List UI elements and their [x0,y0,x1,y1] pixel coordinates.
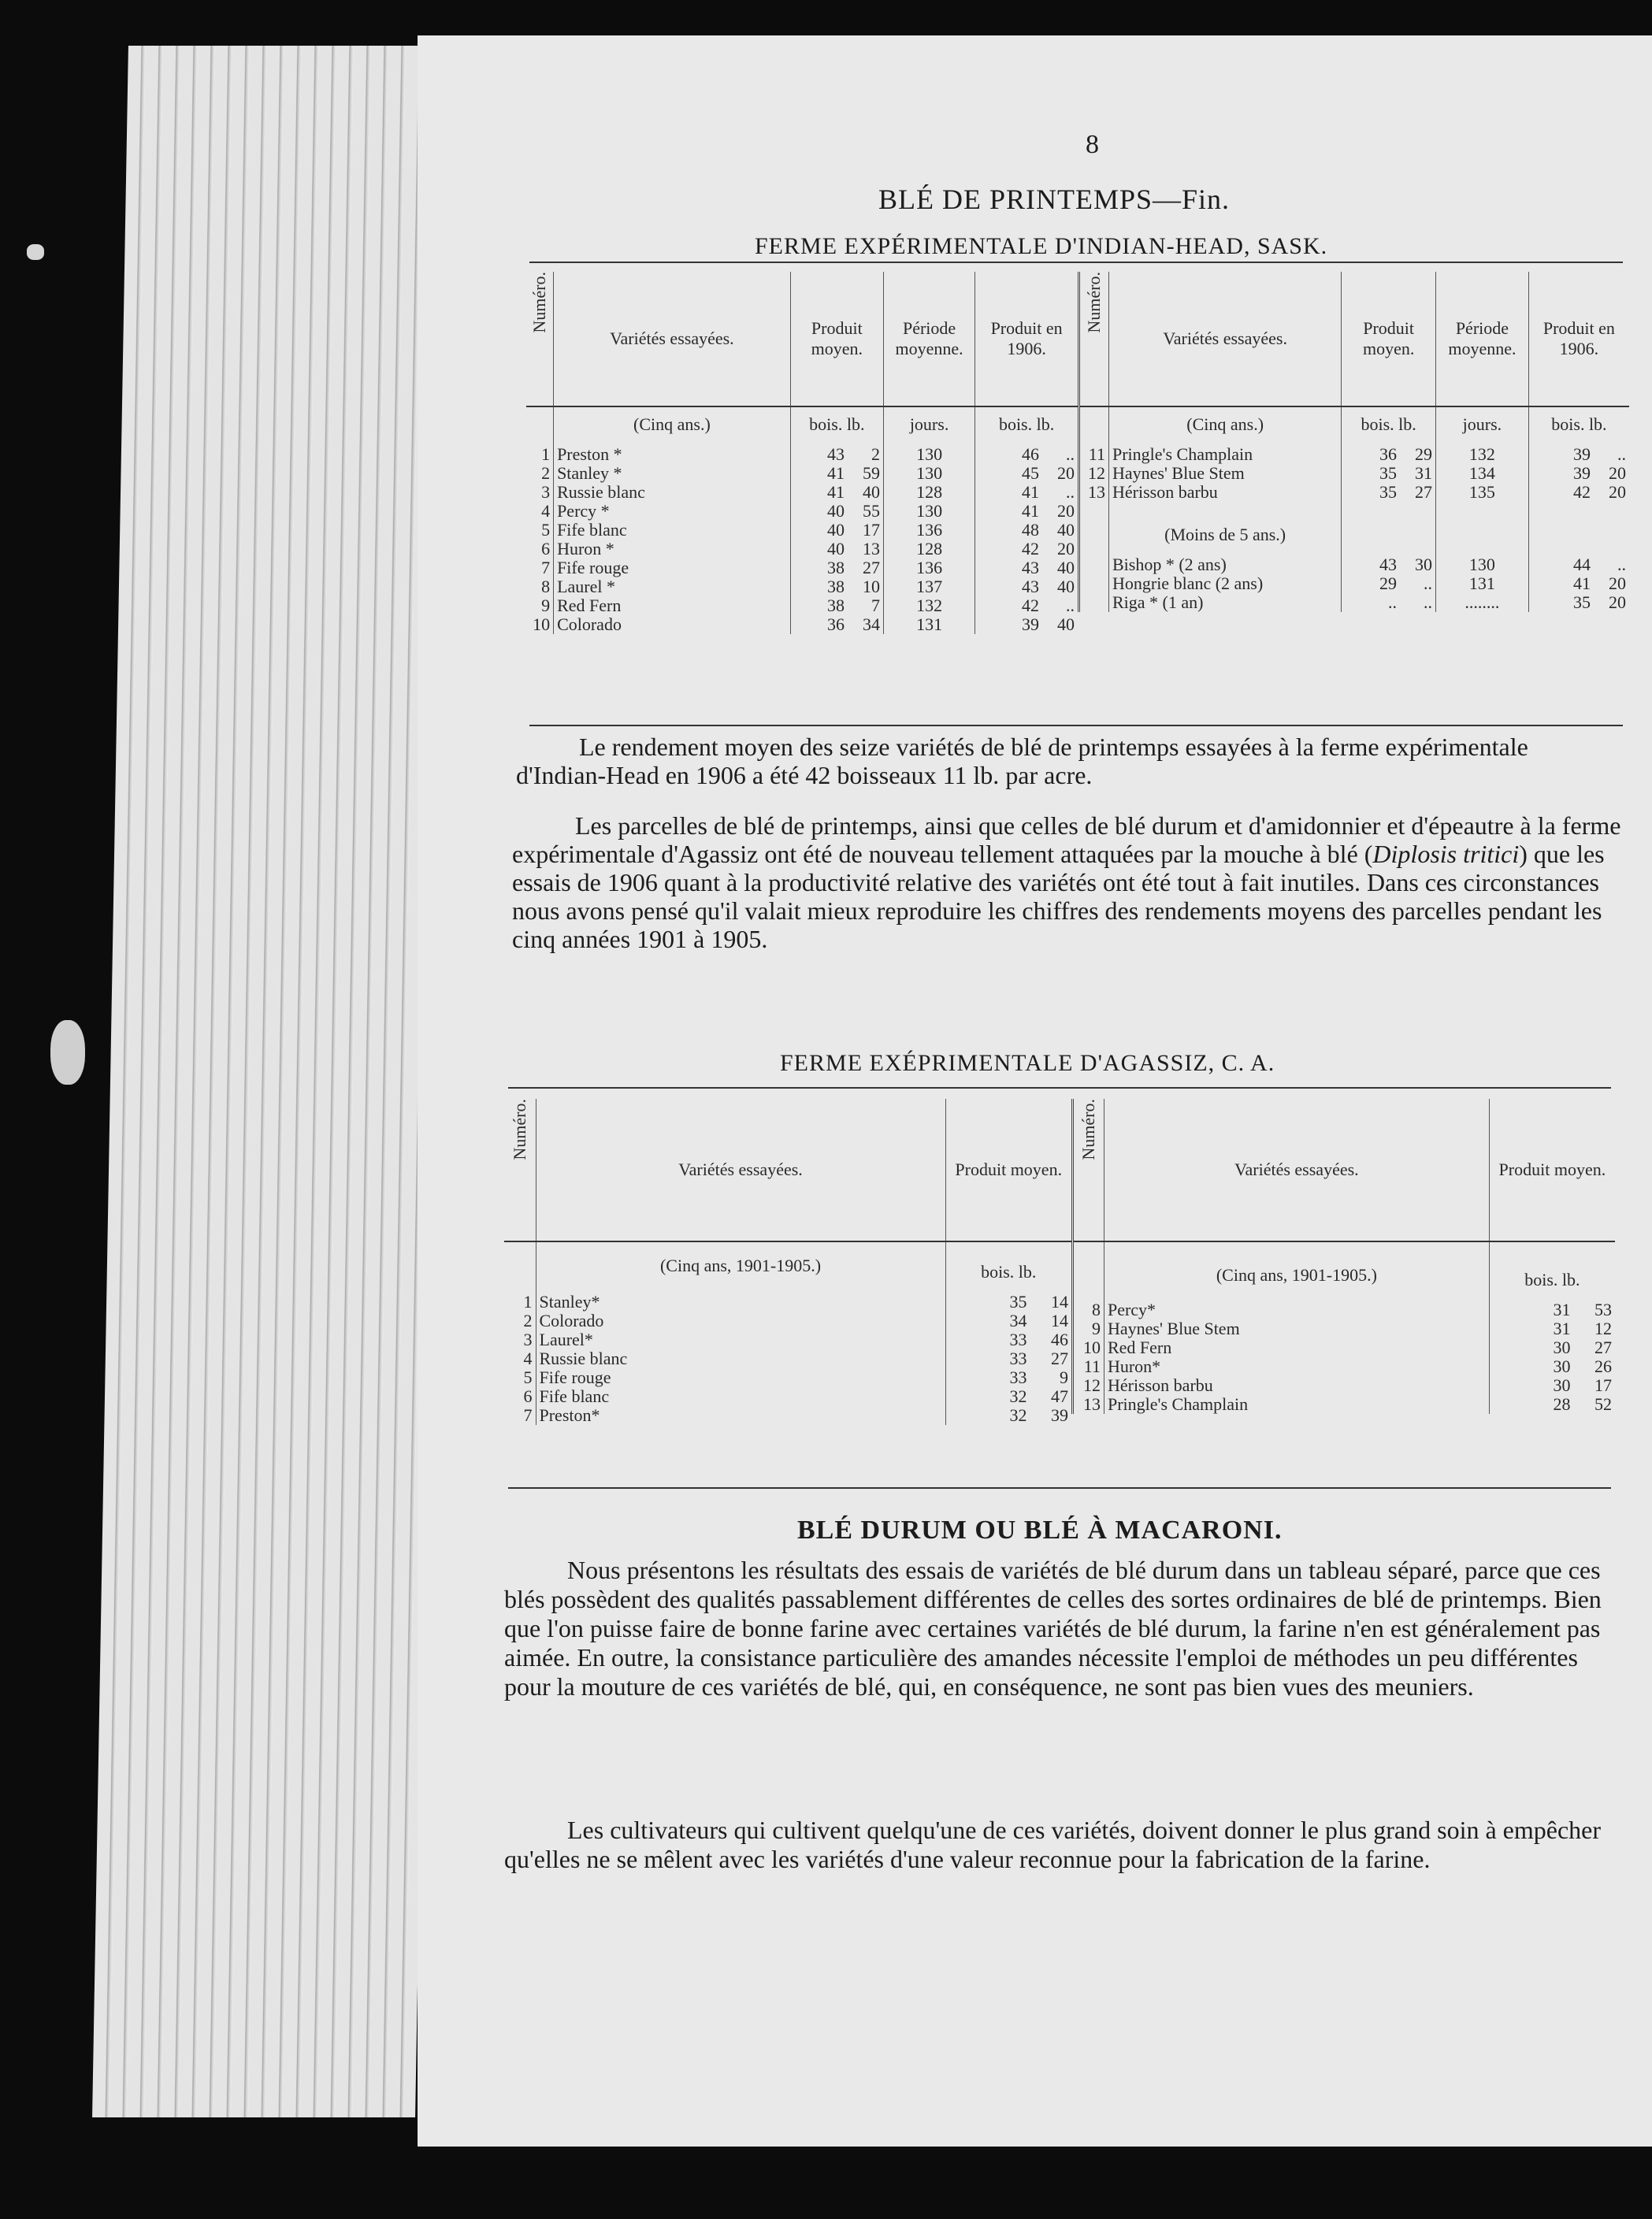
pounds: .. [1424,592,1432,612]
table-row [1079,464,1630,483]
pounds: 40 [1057,558,1075,577]
variety-name: Riga * (1 an) [1108,593,1341,612]
paragraph-durum-advice: Les cultivateurs qui cultivent quelqu'une de ces variétés, doivent donner le plus grand soin à empêcher qu'elles ne se mêlent avec les variétés d'une valeur reconnue pour la fabrication de la farine. [504,1816,1602,1873]
section-heading-indian-head: FERME EXPÉRIMENTALE D'INDIAN-HEAD, SASK. [755,233,1328,259]
agassiz-table-left [504,1099,1071,1425]
produit-1906 [1528,483,1629,502]
periode-jours: 134 [1436,464,1529,483]
produit-moyen [1342,445,1436,464]
bushels: 36 [1379,444,1397,464]
bushels: 28 [1553,1394,1571,1414]
produit-moyen [1489,1395,1615,1414]
row-number: 7 [504,1406,536,1425]
row-number: 2 [504,1312,536,1330]
bushels: 39 [1022,614,1039,634]
pounds: 20 [1057,501,1075,521]
table-row [1079,593,1630,612]
bushels: 46 [1022,444,1039,464]
row-number: 11 [1073,1357,1104,1376]
col-header-periode: Période moyenne. [1436,272,1529,406]
pounds: 34 [862,614,880,634]
table-row [1073,1376,1616,1395]
col-header-produit-moyen: Produit moyen. [1342,272,1436,406]
table-row [526,521,1078,540]
periode-jours: 131 [1436,574,1529,593]
pounds: .. [1617,555,1626,574]
variety-name: Percy* [1104,1301,1489,1319]
bushels: 40 [826,501,845,521]
unit-label: bois. lb. [1342,406,1436,445]
pounds: 7 [871,596,880,615]
produit-1906 [975,502,1078,521]
pounds: 40 [862,482,880,502]
variety-name: Fife blanc [536,1387,945,1406]
page-number: 8 [1086,130,1099,159]
row-number: 12 [1073,1376,1104,1395]
pounds: .. [1066,444,1075,464]
bushels: 43 [1022,558,1039,577]
row-number: 5 [504,1368,536,1387]
variety-name: Huron* [1104,1357,1489,1376]
row-number: 8 [1073,1301,1104,1319]
bushels: 36 [826,614,845,634]
table-row [526,577,1078,596]
variety-name: Fife rouge [536,1368,945,1387]
periode-jours: 137 [883,577,974,596]
variety-name: Stanley * [554,464,791,483]
pounds: 40 [1057,520,1075,540]
produit-1906 [975,577,1078,596]
col-header-periode: Période moyenne. [883,272,974,406]
bushels: 35 [1009,1292,1027,1312]
table-row [1079,574,1630,593]
italic-species-name: Diplosis tritici [1372,840,1520,868]
row-number: 4 [526,502,554,521]
table-row [526,615,1078,634]
produit-1906 [975,483,1078,502]
table-row [504,1406,1071,1425]
pounds: .. [1424,573,1432,593]
variety-name: Laurel * [554,577,791,596]
periode-jours: 132 [1436,445,1529,464]
produit-moyen [790,445,883,464]
produit-moyen [945,1406,1071,1425]
paragraph-text: ) que les essais de 1906 quant à la productivité relative des variétés ont été tout à fait inutiles. Dans ces circonstances nous avons pensé qu'il valait mieux reproduire les chiffres des rendements moyens des parcelles pendant les cinq années 1901 à 1905. [512,840,1605,953]
bushels: 34 [1009,1311,1027,1330]
table-row [1073,1338,1616,1357]
bushels: 39 [1573,463,1591,483]
row-number: 6 [526,540,554,558]
produit-1906 [1528,574,1629,593]
bushels: 41 [826,482,845,502]
periode-jours: 130 [883,445,974,464]
pounds: 2 [871,444,880,464]
row-number: 3 [526,483,554,502]
col-header-produit-moyen: Produit moyen. [1489,1099,1615,1241]
table-top-rule [529,262,1623,263]
pounds: 13 [862,539,880,558]
produit-moyen [1342,483,1436,502]
produit-1906 [975,464,1078,483]
variety-name: Percy * [554,502,791,521]
table-row [1073,1395,1616,1414]
table-row [1073,1319,1616,1338]
table-row [504,1387,1071,1406]
pounds: 27 [1051,1349,1068,1368]
row-number: 10 [526,615,554,634]
variety-name: Fife rouge [554,558,791,577]
produit-moyen [945,1368,1071,1387]
variety-name: Red Fern [554,596,791,615]
variety-name: Hérisson barbu [1108,483,1341,502]
pounds: 39 [1051,1405,1068,1425]
bushels: 48 [1022,520,1039,540]
section-heading-durum: BLÉ DURUM OU BLÉ À MACARONI. [797,1516,1283,1545]
paragraph-agassiz-note [512,811,1624,953]
pounds: 20 [1609,592,1626,612]
row-number: 8 [526,577,554,596]
bushels: 41 [826,463,845,483]
page-title: BLÉ DE PRINTEMPS—Fin. [878,184,1231,215]
table-row [526,483,1078,502]
bushels: 39 [1573,444,1591,464]
bushels: 42 [1022,539,1039,558]
unit-label: bois. lb. [981,1262,1037,1282]
bushels: 30 [1553,1375,1571,1395]
col-header-varietes: Variétés essayées. [1108,272,1341,406]
pounds: 20 [1057,539,1075,558]
bushels: 42 [1573,482,1591,502]
variety-name: Colorado [536,1312,945,1330]
row-number: 1 [526,445,554,464]
produit-moyen [945,1293,1071,1312]
bushels: 43 [1022,577,1039,596]
periode-jours: 132 [883,596,974,615]
agassiz-table-right [1071,1099,1615,1414]
bushels: 31 [1553,1319,1571,1338]
row-number: 6 [504,1387,536,1406]
periode-jours: 136 [883,521,974,540]
variety-name: Red Fern [1104,1338,1489,1357]
produit-moyen [790,483,883,502]
bushels: 32 [1009,1386,1027,1406]
bushels: 40 [826,539,845,558]
variety-name: Pringle's Champlain [1108,445,1341,464]
pounds: 27 [862,558,880,577]
bushels: 40 [826,520,845,540]
group-label: (Cinq ans, 1901-1905.) [536,1241,945,1293]
table-row [504,1312,1071,1330]
paragraph-indian-head-summary: Le rendement moyen des seize variétés de blé de printemps essayées à la ferme expérimentale d'Indian-Head en 1906 a été 42 boisseaux 11 lb. par acre. [516,733,1528,789]
pounds: 20 [1609,573,1626,593]
bushels: .. [1388,592,1397,612]
table-row [526,445,1078,464]
pounds: 31 [1415,463,1432,483]
produit-moyen [945,1330,1071,1349]
variety-name: Colorado [554,615,791,634]
table-row [526,558,1078,577]
produit-1906 [1528,555,1629,574]
produit-moyen [790,540,883,558]
col-header-varietes: Variétés essayées. [536,1099,945,1241]
produit-1906 [975,615,1078,634]
pounds: 55 [862,501,880,521]
variety-name: Preston* [536,1406,945,1425]
variety-name: Russie blanc [536,1349,945,1368]
col-header-produit-1906: Produit en 1906. [1528,272,1629,406]
bushels: 38 [826,596,845,615]
group-label: (Moins de 5 ans.) [1108,502,1341,555]
pounds: 27 [1594,1338,1612,1357]
col-header-numero: Numéro. [509,1099,529,1160]
bushels: 33 [1009,1349,1027,1368]
pounds: .. [1066,482,1075,502]
unit-label: bois. lb. [998,414,1055,434]
periode-jours: 136 [883,558,974,577]
produit-moyen [790,464,883,483]
bushels: 33 [1009,1330,1027,1349]
produit-moyen [1489,1376,1615,1395]
pounds: 9 [1060,1367,1068,1387]
group-label: (Cinq ans, 1901-1905.) [1104,1241,1489,1301]
row-number: 4 [504,1349,536,1368]
produit-1906 [1528,445,1629,464]
bushels: 31 [1553,1300,1571,1319]
bushels: 38 [826,577,845,596]
produit-1906 [1528,593,1629,612]
produit-1906 [975,445,1078,464]
unit-label: bois. lb. [1551,414,1607,434]
group-label: (Cinq ans.) [554,406,791,445]
unit-label: jours. [883,406,974,445]
bushels: 42 [1022,596,1039,615]
produit-1906 [975,596,1078,615]
pounds: 40 [1057,577,1075,596]
table-row [526,464,1078,483]
table-row [504,1330,1071,1349]
pounds: 59 [862,463,880,483]
bushels: 41 [1022,482,1039,502]
produit-moyen [1489,1319,1615,1338]
produit-moyen [1342,593,1436,612]
periode-jours: ........ [1436,593,1529,612]
pounds: .. [1066,596,1075,615]
variety-name: Stanley* [536,1293,945,1312]
row-number: 3 [504,1330,536,1349]
pounds: 10 [862,577,880,596]
unit-label: jours. [1436,406,1529,445]
produit-moyen [790,558,883,577]
table-row [504,1293,1071,1312]
bushels: 35 [1379,463,1397,483]
produit-moyen [1342,574,1436,593]
section-heading-agassiz: FERME EXÉPRIMENTALE D'AGASSIZ, C. A. [780,1050,1275,1076]
row-number [1079,593,1109,612]
pounds: 40 [1057,614,1075,634]
periode-jours: 128 [883,483,974,502]
periode-jours: 135 [1436,483,1529,502]
bushels: 43 [826,444,845,464]
pounds: 46 [1051,1330,1068,1349]
col-header-numero: Numéro. [1078,1099,1098,1160]
row-number: 9 [1073,1319,1104,1338]
produit-moyen [790,615,883,634]
pounds: 12 [1594,1319,1612,1338]
indian-head-table-right [1078,272,1629,612]
pounds: 17 [862,520,880,540]
variety-name: Huron * [554,540,791,558]
table-top-rule [508,1087,1611,1089]
bushels: 33 [1009,1367,1027,1387]
produit-moyen [1342,464,1436,483]
col-header-numero: Numéro. [529,272,550,333]
col-header-varietes: Variétés essayées. [1104,1099,1489,1241]
variety-name: Haynes' Blue Stem [1104,1319,1489,1338]
produit-moyen [790,502,883,521]
pounds: 30 [1415,555,1432,574]
table-row [526,540,1078,558]
table-row [1073,1357,1616,1376]
col-header-varietes: Variétés essayées. [554,272,791,406]
produit-1906 [975,540,1078,558]
group-label: (Cinq ans.) [1108,406,1341,445]
produit-moyen [790,577,883,596]
pounds: 26 [1594,1356,1612,1376]
row-number: 10 [1073,1338,1104,1357]
bushels: 32 [1009,1405,1027,1425]
bushels: 43 [1379,555,1397,574]
pounds: 53 [1594,1300,1612,1319]
paragraph-durum-intro: Nous présentons les résultats des essais de variétés de blé durum dans un tableau séparé, parce que ces blés possèdent des qualités passablement différentes de celles des sortes ordinaires de blé de printemps. Bien que l'on puisse faire de bonne farine avec certaines variétés de blé durum, la farine n'en est généralement pas aimée. En outre, la consistance particulière des amandes nécessite l'emploi de méthodes un peu différentes pour la mouture de ces variétés de blé, qui, en conséquence, ne sont pas bien vues des meuniers. [504,1556,1602,1701]
indian-head-table-left [526,272,1078,634]
table-row [526,502,1078,521]
unit-label: bois. lb. [1524,1270,1580,1289]
bushels: 35 [1573,592,1591,612]
table-row [1073,1301,1616,1319]
bushels: 30 [1553,1338,1571,1357]
bushels: 41 [1022,501,1039,521]
col-header-produit-moyen: Produit moyen. [945,1099,1071,1241]
table-row [1079,483,1630,502]
periode-jours: 130 [883,464,974,483]
table-row [504,1349,1071,1368]
table-row [1079,445,1630,464]
col-header-produit-1906: Produit en 1906. [975,272,1078,406]
bushels: 29 [1379,573,1397,593]
bushels: 38 [826,558,845,577]
table-row [526,596,1078,615]
row-number [1079,555,1109,574]
produit-moyen [790,521,883,540]
scan-blot [50,1020,85,1085]
row-number: 1 [504,1293,536,1312]
row-number: 13 [1079,483,1109,502]
produit-moyen [1489,1357,1615,1376]
row-number: 9 [526,596,554,615]
produit-moyen [790,596,883,615]
variety-name: Russie blanc [554,483,791,502]
variety-name: Laurel* [536,1330,945,1349]
variety-name: Fife blanc [554,521,791,540]
row-number: 2 [526,464,554,483]
pounds: 17 [1594,1375,1612,1395]
pounds: 29 [1415,444,1432,464]
bushels: 45 [1022,463,1039,483]
table-bottom-rule [529,725,1623,726]
bushels: 30 [1553,1356,1571,1376]
variety-name: Haynes' Blue Stem [1108,464,1341,483]
pounds: 14 [1051,1311,1068,1330]
produit-moyen [1489,1338,1615,1357]
produit-1906 [1528,464,1629,483]
row-number: 11 [1079,445,1109,464]
paragraph-text: Les parcelles de blé de printemps, ainsi que celles de blé durum et d'amidonnier et d'épeautre à la ferme expérimentale d'Agassiz ont été de nouveau tellement attaquées par la mouche à blé ( [512,811,1621,868]
pounds: 20 [1609,482,1626,502]
bushels: 44 [1573,555,1591,574]
variety-name: Pringle's Champlain [1104,1395,1489,1414]
table-row [504,1368,1071,1387]
produit-moyen [945,1312,1071,1330]
row-number: 5 [526,521,554,540]
periode-jours: 130 [1436,555,1529,574]
row-number: 12 [1079,464,1109,483]
pounds: 20 [1609,463,1626,483]
variety-name: Hongrie blanc (2 ans) [1108,574,1341,593]
pounds: 52 [1594,1394,1612,1414]
pounds: 20 [1057,463,1075,483]
produit-moyen [1489,1301,1615,1319]
col-header-numero: Numéro. [1083,272,1104,333]
produit-moyen [945,1387,1071,1406]
scan-blot [27,244,44,260]
periode-jours: 131 [883,615,974,634]
row-number: 7 [526,558,554,577]
pounds: .. [1617,444,1626,464]
pounds: 27 [1415,482,1432,502]
pounds: 14 [1051,1292,1068,1312]
bushels: 41 [1573,573,1591,593]
pounds: 47 [1051,1386,1068,1406]
row-number: 13 [1073,1395,1104,1414]
variety-name: Preston * [554,445,791,464]
periode-jours: 130 [883,502,974,521]
produit-moyen [945,1349,1071,1368]
row-number [1079,574,1109,593]
table-bottom-rule [508,1487,1611,1489]
bushels: 35 [1379,482,1397,502]
col-header-produit-moyen: Produit moyen. [790,272,883,406]
page-stack-edge [92,46,451,2117]
produit-1906 [975,521,1078,540]
variety-name: Bishop * (2 ans) [1108,555,1341,574]
produit-1906 [975,558,1078,577]
periode-jours: 128 [883,540,974,558]
produit-moyen [1342,555,1436,574]
variety-name: Hérisson barbu [1104,1376,1489,1395]
table-row [1079,555,1630,574]
unit-label: bois. lb. [790,406,883,445]
